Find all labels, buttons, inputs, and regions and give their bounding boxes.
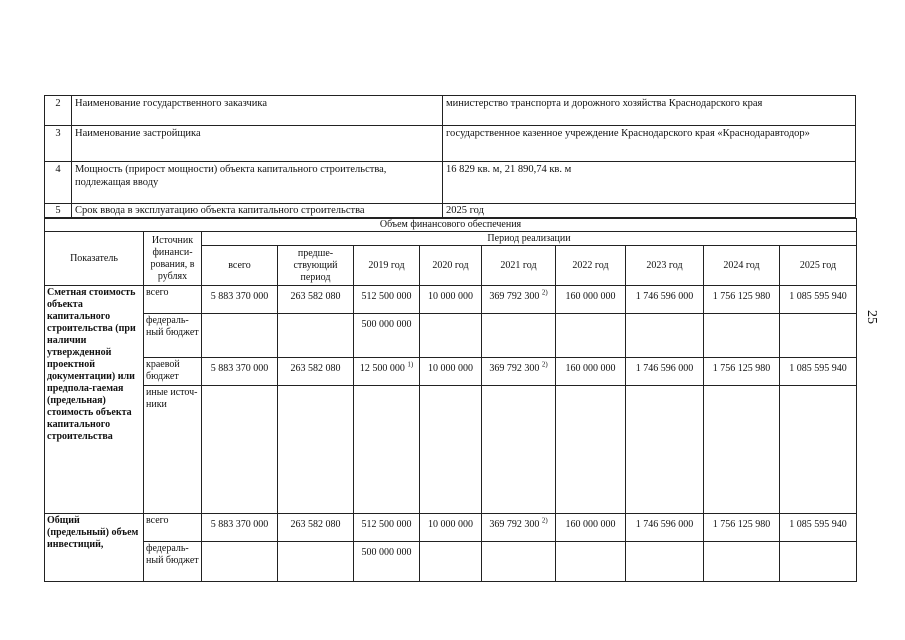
footnote-mark: 1) (407, 360, 414, 369)
year-header: 2025 год (780, 246, 857, 286)
amount-value: 369 792 300 (489, 519, 540, 530)
amount-cell (354, 542, 420, 582)
row-label: Наименование застройщика (72, 126, 443, 162)
info-row (45, 204, 856, 218)
amount-cell (704, 286, 780, 314)
period-header: Период реализации (202, 232, 857, 246)
amount-cell (278, 358, 354, 386)
amount-cell (482, 386, 556, 514)
finance-row (45, 542, 857, 582)
amount-value: 5 883 370 000 (210, 291, 269, 302)
source-cell: всего (144, 286, 202, 314)
source-cell: федераль-ный бюджет (144, 542, 202, 582)
year-header: 2019 год (354, 246, 420, 286)
amount-value: 263 582 080 (290, 363, 341, 374)
prior-period-header: предше-ствующий период (278, 246, 354, 286)
amount-value: 263 582 080 (290, 291, 341, 302)
year-header: 2022 год (556, 246, 626, 286)
year-header: 2024 год (704, 246, 780, 286)
amount-cell (278, 286, 354, 314)
source-cell: иные источ-ники (144, 386, 202, 514)
amount-value: 500 000 000 (361, 547, 412, 558)
amount-value: 512 500 000 (361, 519, 412, 530)
row-number: 3 (45, 126, 72, 162)
amount-cell (202, 542, 278, 582)
row-value: государственное казенное учреждение Краснодарского края «Краснодаравтодор» (443, 126, 856, 162)
page-number: 25 (864, 310, 879, 324)
amount-cell (626, 286, 704, 314)
amount-value: 500 000 000 (361, 319, 412, 330)
amount-cell (482, 286, 556, 314)
amount-cell (626, 514, 704, 542)
amount-cell (420, 358, 482, 386)
amount-value: 5 883 370 000 (210, 363, 269, 374)
amount-cell (780, 514, 857, 542)
row-number: 5 (45, 204, 72, 218)
amount-cell (202, 358, 278, 386)
amount-cell (278, 542, 354, 582)
indicator-cell: Общий (предельный) объем инвестиций, (45, 514, 144, 582)
finance-table (44, 218, 857, 582)
year-header: 2023 год (626, 246, 704, 286)
finance-title: Объем финансового обеспечения (45, 219, 857, 232)
amount-cell (202, 386, 278, 514)
amount-cell (202, 514, 278, 542)
footnote-mark: 2) (541, 360, 548, 369)
amount-cell (626, 542, 704, 582)
amount-cell (482, 542, 556, 582)
amount-cell (482, 514, 556, 542)
project-info-table (44, 95, 856, 218)
amount-cell (354, 386, 420, 514)
amount-value: 263 582 080 (290, 519, 341, 530)
amount-value: 1 085 595 940 (789, 519, 847, 530)
amount-cell (780, 542, 857, 582)
amount-value: 512 500 000 (361, 291, 412, 302)
row-label: Мощность (прирост мощности) объекта капитального строительства, подлежащая вводу (72, 162, 443, 204)
amount-value: 1 756 125 980 (712, 519, 771, 530)
amount-value: 369 792 300 (489, 363, 540, 374)
amount-cell (704, 358, 780, 386)
amount-value: 369 792 300 (489, 291, 540, 302)
amount-cell (420, 314, 482, 358)
total-header: всего (202, 246, 278, 286)
amount-cell (556, 514, 626, 542)
finance-row (45, 514, 857, 542)
amount-cell (482, 358, 556, 386)
amount-cell (278, 314, 354, 358)
row-value: 2025 год (443, 204, 856, 218)
source-header: Источник финанси-рования, в рублях (144, 232, 202, 286)
row-label: Срок ввода в эксплуатацию объекта капитального строительства (72, 204, 443, 218)
row-value: министерство транспорта и дорожного хозяйства Краснодарского края (443, 96, 856, 126)
amount-value: 1 756 125 980 (712, 363, 771, 374)
amount-cell (420, 514, 482, 542)
row-label: Наименование государственного заказчика (72, 96, 443, 126)
amount-cell (556, 386, 626, 514)
amount-cell (354, 358, 420, 386)
amount-value: 5 883 370 000 (210, 519, 269, 530)
amount-value: 1 746 596 000 (635, 363, 694, 374)
finance-row (45, 314, 857, 358)
amount-cell (202, 286, 278, 314)
amount-cell (278, 514, 354, 542)
amount-value: 10 000 000 (428, 291, 473, 302)
indicator-header: Показатель (45, 232, 144, 286)
amount-value: 1 085 595 940 (789, 291, 847, 302)
amount-cell (354, 286, 420, 314)
amount-cell (420, 386, 482, 514)
amount-cell (704, 386, 780, 514)
amount-cell (626, 358, 704, 386)
finance-row (45, 386, 857, 514)
indicator-cell: Сметная стоимость объекта капитального строительства (при наличии утвержденной проектной документации) или предпола-гаемая (предельная) стоимость объекта капитального строительства (45, 286, 144, 514)
amount-value: 12 500 000 (359, 363, 405, 374)
amount-value: 1 085 595 940 (789, 363, 847, 374)
row-number: 2 (45, 96, 72, 126)
amount-cell (420, 542, 482, 582)
amount-value: 160 000 000 (565, 519, 616, 530)
amount-cell (704, 514, 780, 542)
amount-cell (354, 314, 420, 358)
amount-cell (278, 386, 354, 514)
amount-value: 160 000 000 (565, 363, 616, 374)
amount-value: 1 756 125 980 (712, 291, 771, 302)
amount-value: 1 746 596 000 (635, 519, 694, 530)
year-header: 2020 год (420, 246, 482, 286)
info-row (45, 96, 856, 126)
amount-cell (482, 314, 556, 358)
amount-value: 10 000 000 (428, 519, 473, 530)
finance-row (45, 358, 857, 386)
footnote-mark: 2) (541, 516, 548, 525)
amount-cell (556, 358, 626, 386)
amount-cell (704, 314, 780, 358)
amount-cell (354, 514, 420, 542)
amount-cell (780, 358, 857, 386)
info-row (45, 162, 856, 204)
amount-cell (704, 542, 780, 582)
amount-cell (780, 386, 857, 514)
amount-cell (420, 286, 482, 314)
amount-cell (780, 286, 857, 314)
row-value: 16 829 кв. м, 21 890,74 кв. м (443, 162, 856, 204)
row-number: 4 (45, 162, 72, 204)
amount-value: 1 746 596 000 (635, 291, 694, 302)
source-cell: краевой бюджет (144, 358, 202, 386)
year-header: 2021 год (482, 246, 556, 286)
amount-cell (556, 314, 626, 358)
amount-cell (626, 314, 704, 358)
amount-cell (626, 386, 704, 514)
amount-cell (556, 286, 626, 314)
source-cell: всего (144, 514, 202, 542)
info-row (45, 126, 856, 162)
amount-cell (202, 314, 278, 358)
footnote-mark: 2) (541, 288, 548, 297)
source-cell: федераль-ный бюджет (144, 314, 202, 358)
amount-cell (780, 314, 857, 358)
amount-value: 160 000 000 (565, 291, 616, 302)
finance-row (45, 286, 857, 314)
amount-value: 10 000 000 (428, 363, 473, 374)
amount-cell (556, 542, 626, 582)
